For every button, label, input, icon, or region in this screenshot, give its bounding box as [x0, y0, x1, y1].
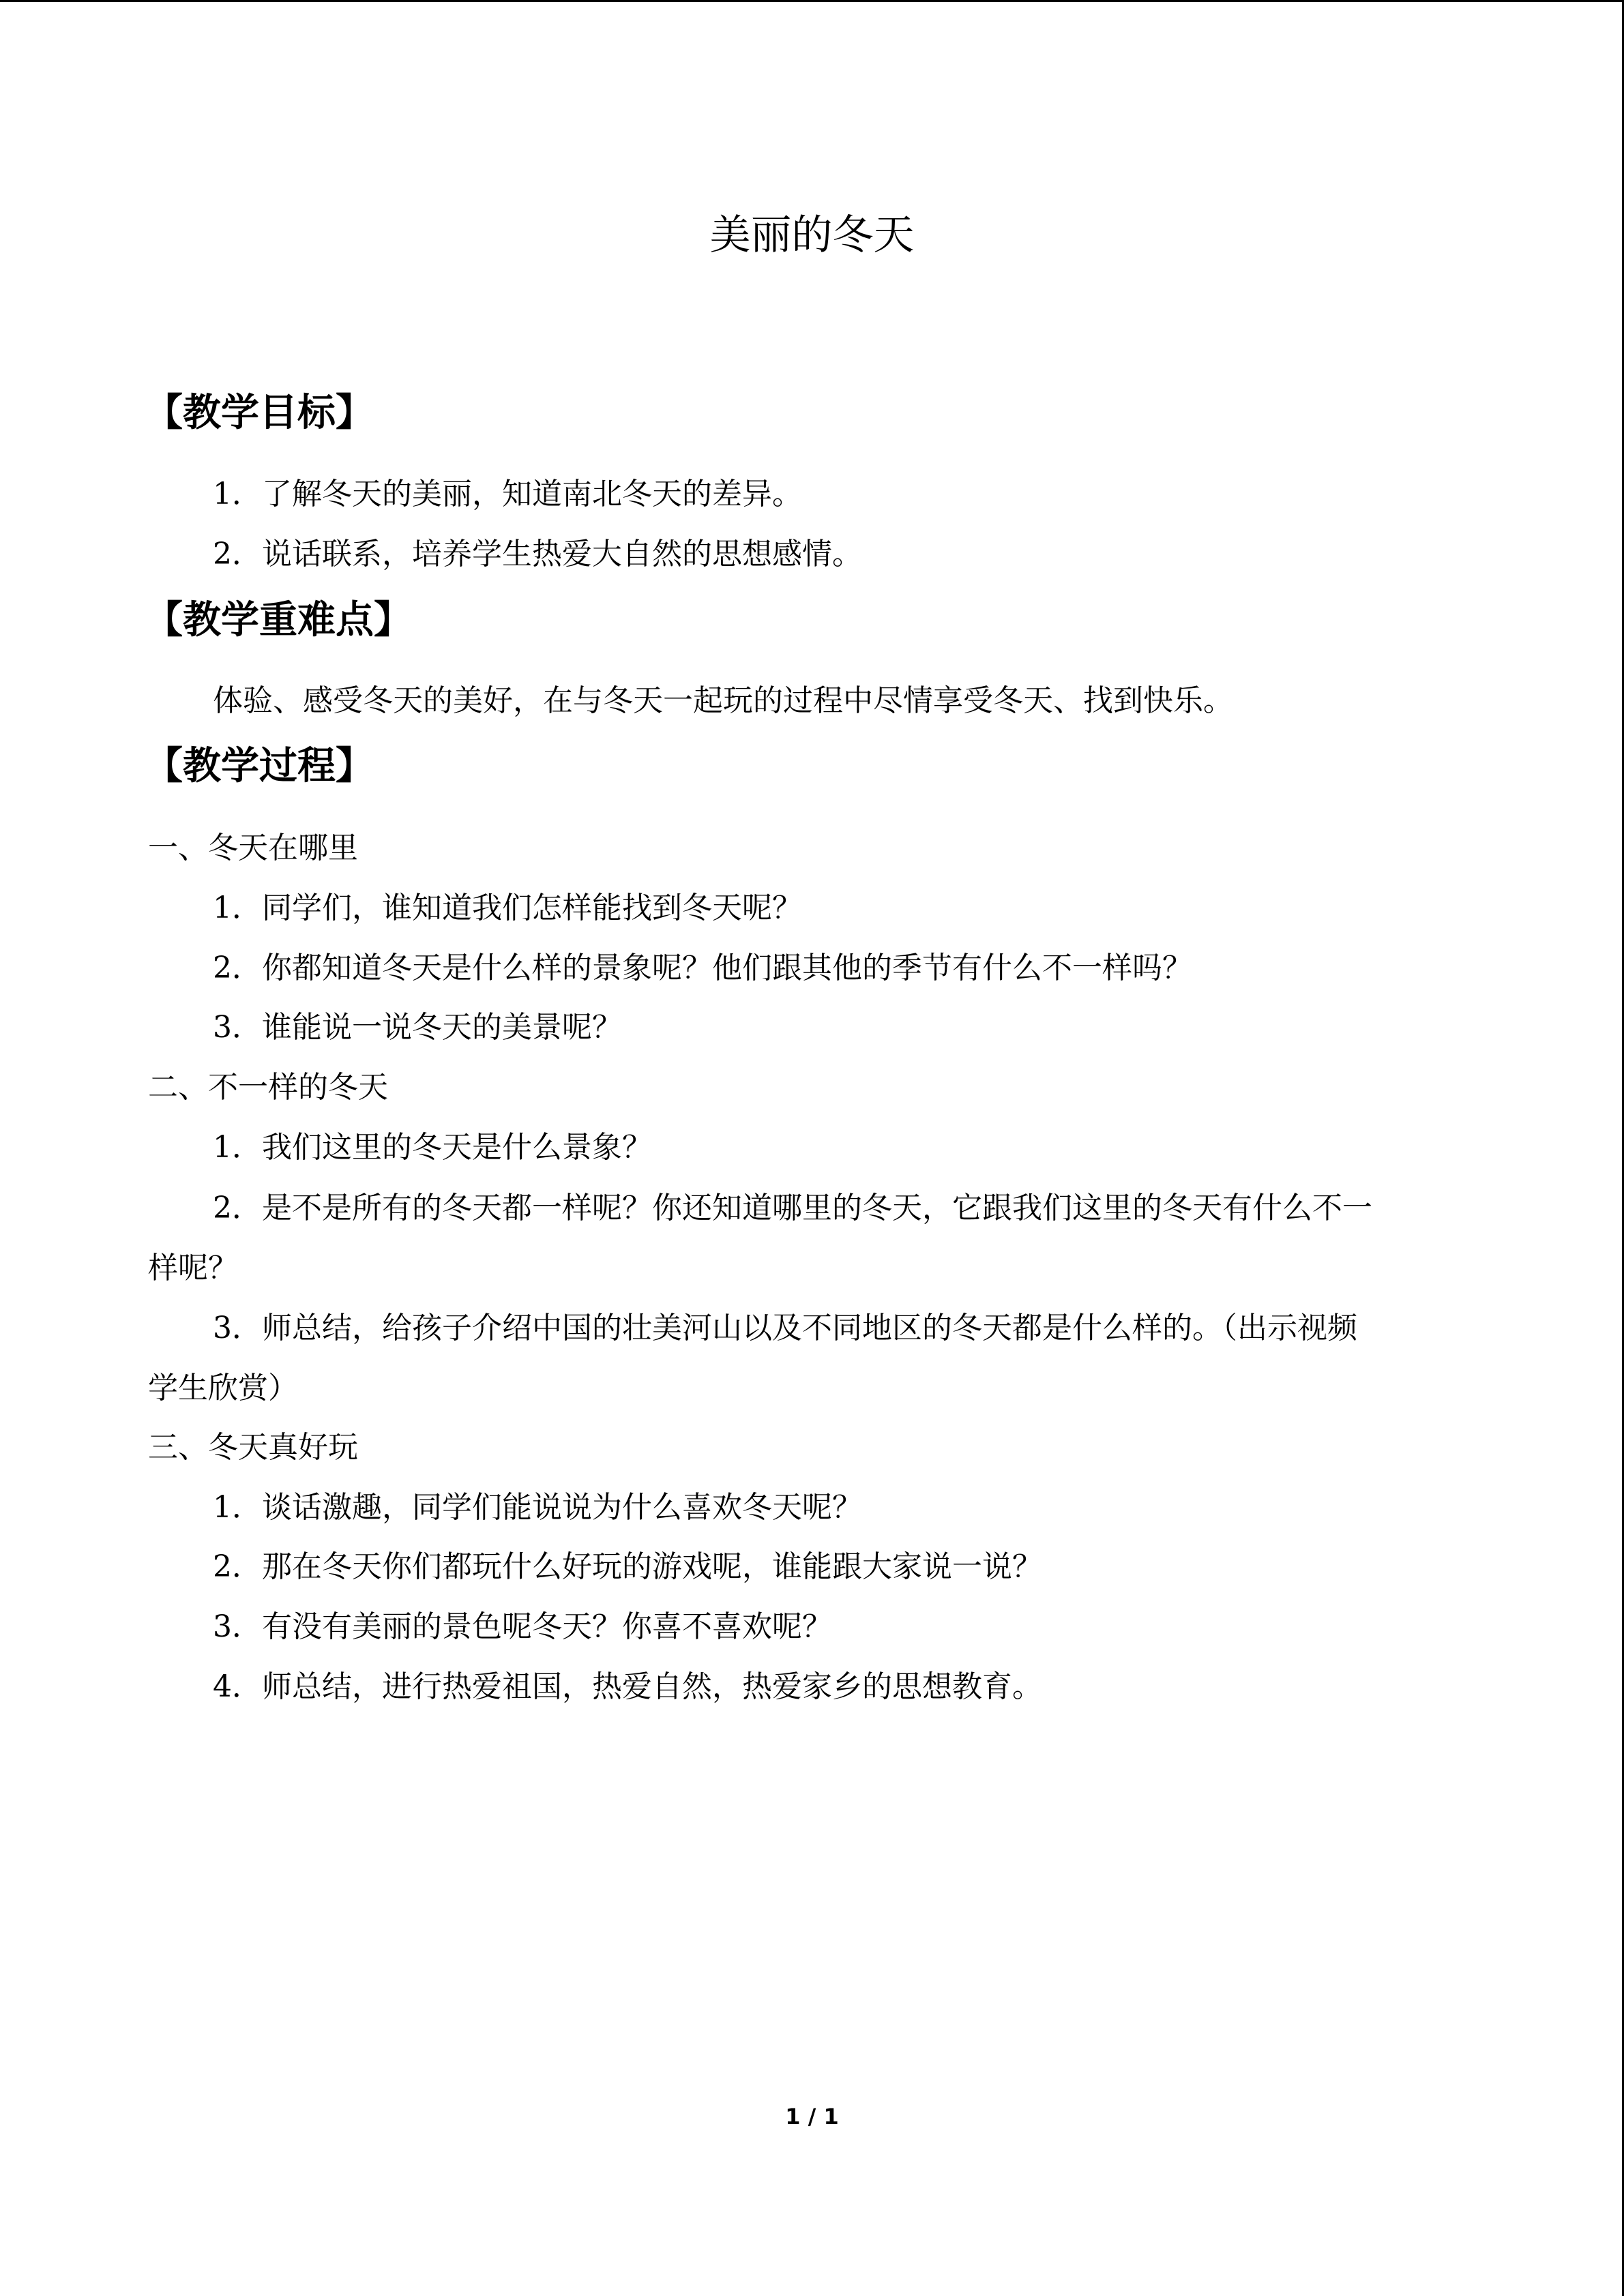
page-border-top	[0, 0, 1624, 2]
process-item: 2．那在冬天你们都玩什么好玩的游戏呢，谁能跟大家说一说？	[213, 1549, 1042, 1584]
process-item: 2．你都知道冬天是什么样的景象呢？他们跟其他的季节有什么不一样吗？	[213, 951, 1192, 985]
section-heading-process: 【教学过程】	[145, 744, 374, 788]
page-number: 1 / 1	[785, 2104, 839, 2130]
document-title: 美丽的冬天	[709, 211, 915, 259]
objective-item-1: 1．了解冬天的美丽，知道南北冬天的差异。	[213, 477, 802, 511]
process-item: 3．师总结，给孩子介绍中国的壮美河山以及不同地区的冬天都是什么样的。（出示视频	[213, 1311, 1357, 1345]
process-item: 2．是不是所有的冬天都一样呢？你还知道哪里的冬天，它跟我们这里的冬天有什么不一	[213, 1191, 1372, 1225]
process-item-continuation: 学生欣赏）	[148, 1371, 298, 1405]
objective-item-2: 2．说话联系，培养学生热爱大自然的思想感情。	[213, 537, 862, 571]
process-part-1-heading: 一、冬天在哪里	[148, 831, 358, 865]
process-item: 1．谈话激趣，同学们能说说为什么喜欢冬天呢？	[213, 1490, 862, 1525]
process-part-2-heading: 二、不一样的冬天	[148, 1070, 388, 1105]
process-item: 1．我们这里的冬天是什么景象？	[213, 1130, 652, 1165]
process-item: 3．谁能说一说冬天的美景呢？	[213, 1010, 622, 1045]
key-points-text: 体验、感受冬天的美好，在与冬天一起玩的过程中尽情享受冬天、找到快乐。	[213, 683, 1233, 718]
process-item: 3．有没有美丽的景色呢冬天？你喜不喜欢呢？	[213, 1609, 832, 1644]
section-heading-objectives: 【教学目标】	[145, 391, 374, 435]
process-part-3-heading: 三、冬天真好玩	[148, 1430, 358, 1465]
process-item: 1．同学们，谁知道我们怎样能找到冬天呢？	[213, 891, 802, 925]
section-heading-key-points: 【教学重难点】	[145, 598, 412, 642]
process-item-continuation: 样呢？	[148, 1251, 238, 1285]
process-item: 4．师总结，进行热爱祖国，热爱自然，热爱家乡的思想教育。	[213, 1669, 1042, 1704]
